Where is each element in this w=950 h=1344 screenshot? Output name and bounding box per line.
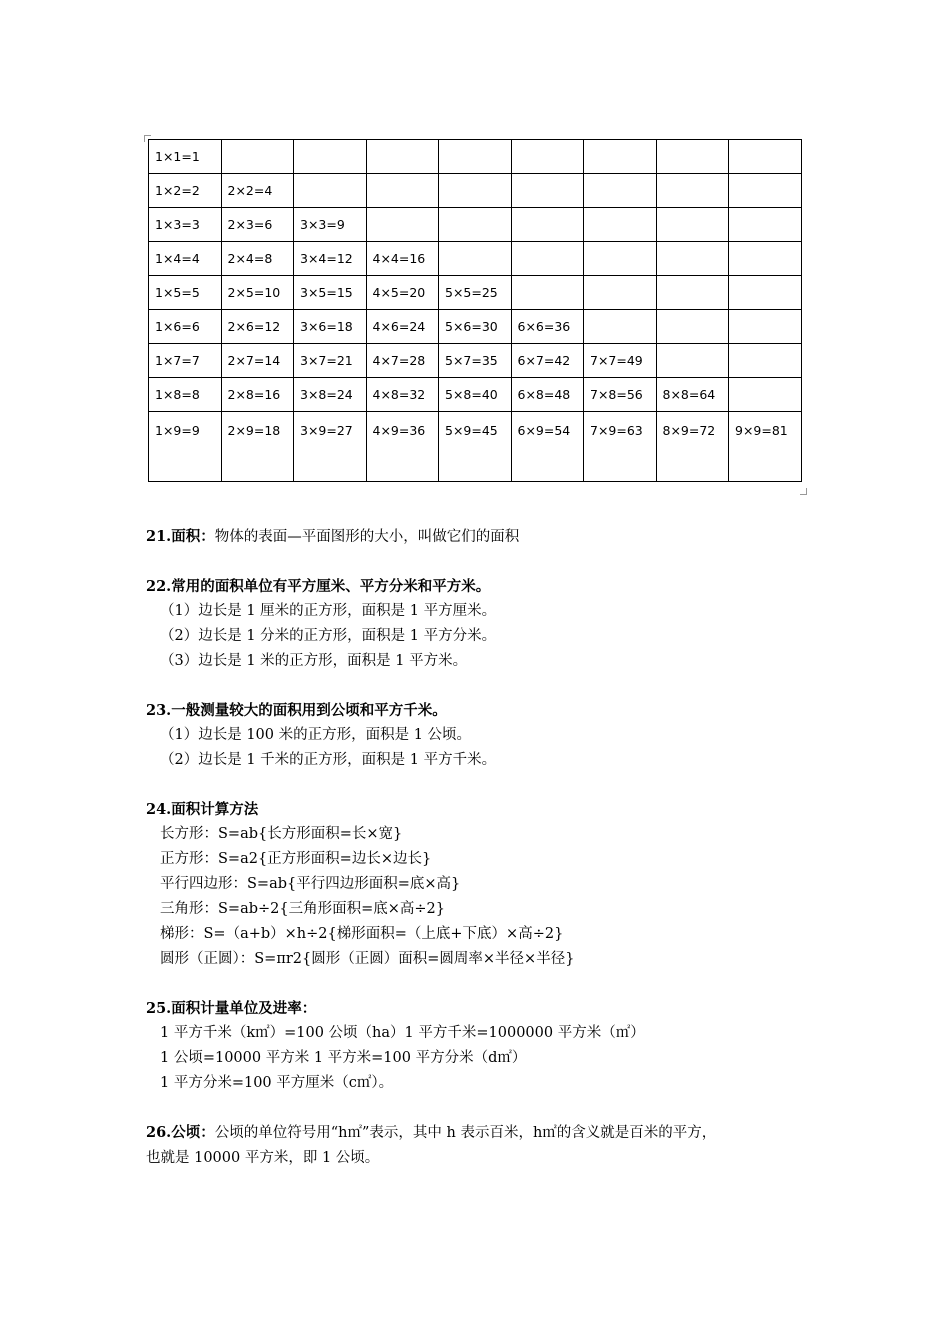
section-22 xyxy=(146,574,811,674)
section-heading: 23.一般测量较大的面积用到公顷和平方千米。 xyxy=(146,702,447,719)
table-cell xyxy=(729,174,802,208)
section-line: 1 平方分米=100 平方厘米（c㎡）。 xyxy=(160,1075,394,1091)
table-cell xyxy=(729,208,802,242)
table-cell: 1×2=2 xyxy=(149,174,222,208)
table-cell: 8×8=64 xyxy=(656,378,729,412)
section-line: （2）边长是 1 分米的正方形，面积是 1 平方分米。 xyxy=(160,628,497,644)
table-cell: 6×7=42 xyxy=(511,344,584,378)
section-heading: 26.公顷： xyxy=(146,1124,215,1141)
section-heading: 25.面积计量单位及进率： xyxy=(146,1000,317,1017)
table-cell: 4×4=16 xyxy=(366,242,439,276)
table-cell: 5×7=35 xyxy=(439,344,512,378)
section-line: （1）边长是 100 米的正方形，面积是 1 公顷。 xyxy=(160,727,472,743)
section-line: 1 公顷=10000 平方米 1 平方米=100 平方分米（d㎡） xyxy=(160,1050,527,1066)
table-cell: 8×9=72 xyxy=(656,412,729,482)
table-cell xyxy=(729,242,802,276)
section-line: （3）边长是 1 米的正方形，面积是 1 平方米。 xyxy=(160,653,468,669)
section-text: 物体的表面—平面图形的大小，叫做它们的面积 xyxy=(214,529,520,545)
table-cell: 3×6=18 xyxy=(294,310,367,344)
table-cell: 3×4=12 xyxy=(294,242,367,276)
table-cell xyxy=(729,344,802,378)
table-cell xyxy=(511,208,584,242)
table-row xyxy=(149,208,802,242)
table-cell: 6×6=36 xyxy=(511,310,584,344)
section-24 xyxy=(146,797,811,972)
table-cell: 6×9=54 xyxy=(511,412,584,482)
table-cell: 7×7=49 xyxy=(584,344,657,378)
section-line: 三角形：S=ab÷2{三角形面积=底×高÷2} xyxy=(160,901,446,917)
section-text: 公顷的单位符号用“h㎡”表示，其中 h 表示百米，h㎡的含义就是百米的平方， xyxy=(214,1125,717,1141)
table-cell xyxy=(656,242,729,276)
table-row xyxy=(149,344,802,378)
table-cell xyxy=(656,310,729,344)
table-cell: 3×8=24 xyxy=(294,378,367,412)
table-cell xyxy=(511,140,584,174)
table-cell xyxy=(511,276,584,310)
table-cell: 5×8=40 xyxy=(439,378,512,412)
table-row xyxy=(149,310,802,344)
document-body xyxy=(146,524,811,1195)
section-heading: 21.面积： xyxy=(146,528,215,545)
section-line: 圆形（正圆）：S=πr2{圆形（正圆）面积=圆周率×半径×半径} xyxy=(160,951,575,967)
table-cell: 5×9=45 xyxy=(439,412,512,482)
table-cell xyxy=(366,140,439,174)
table-cell: 2×6=12 xyxy=(221,310,294,344)
table-cell xyxy=(294,174,367,208)
table-cell xyxy=(656,140,729,174)
table-cell: 3×3=9 xyxy=(294,208,367,242)
table-cell: 6×8=48 xyxy=(511,378,584,412)
table-cell: 4×9=36 xyxy=(366,412,439,482)
table-cell: 3×9=27 xyxy=(294,412,367,482)
table-cell xyxy=(729,378,802,412)
table-cell xyxy=(584,140,657,174)
table-cell: 2×9=18 xyxy=(221,412,294,482)
section-line: 平行四边形：S=ab{平行四边形面积=底×高} xyxy=(160,876,461,892)
table-row xyxy=(149,174,802,208)
section-line: 1 平方千米（k㎡）=100 公顷（ha）1 平方千米=1000000 平方米（㎡） xyxy=(160,1025,645,1041)
section-25 xyxy=(146,996,811,1096)
table-cell xyxy=(294,140,367,174)
table-cell: 1×3=3 xyxy=(149,208,222,242)
section-21 xyxy=(146,524,811,550)
table-cell xyxy=(439,208,512,242)
table-cell xyxy=(584,310,657,344)
table-cell xyxy=(584,174,657,208)
table-cell: 7×8=56 xyxy=(584,378,657,412)
table-cell: 3×5=15 xyxy=(294,276,367,310)
table-cell xyxy=(729,310,802,344)
corner-mark xyxy=(800,488,807,495)
table-cell: 1×4=4 xyxy=(149,242,222,276)
table-cell: 7×9=63 xyxy=(584,412,657,482)
section-line: 长方形：S=ab{长方形面积=长×宽} xyxy=(160,826,403,842)
table-cell xyxy=(511,174,584,208)
table-cell: 5×5=25 xyxy=(439,276,512,310)
table-cell xyxy=(584,242,657,276)
table-cell: 4×8=32 xyxy=(366,378,439,412)
table-row xyxy=(149,412,802,482)
table-cell xyxy=(366,174,439,208)
table-cell xyxy=(366,208,439,242)
multiplication-table xyxy=(148,139,802,482)
table-cell: 9×9=81 xyxy=(729,412,802,482)
table-cell xyxy=(439,140,512,174)
table-cell: 2×7=14 xyxy=(221,344,294,378)
table-cell: 2×8=16 xyxy=(221,378,294,412)
table-cell: 4×5=20 xyxy=(366,276,439,310)
table-cell xyxy=(584,208,657,242)
table-cell xyxy=(656,276,729,310)
table-cell xyxy=(656,208,729,242)
table-cell: 5×6=30 xyxy=(439,310,512,344)
table-row xyxy=(149,378,802,412)
table-cell: 2×3=6 xyxy=(221,208,294,242)
section-text: 也就是 10000 平方米，即 1 公顷。 xyxy=(146,1150,380,1166)
table-cell: 1×1=1 xyxy=(149,140,222,174)
section-26 xyxy=(146,1120,811,1171)
section-line: （2）边长是 1 千米的正方形，面积是 1 平方千米。 xyxy=(160,752,497,768)
table-cell: 1×9=9 xyxy=(149,412,222,482)
table-cell: 2×4=8 xyxy=(221,242,294,276)
section-line: 梯形：S=（a+b）×h÷2{梯形面积=（上底+下底）×高÷2} xyxy=(160,926,564,942)
table-cell: 3×7=21 xyxy=(294,344,367,378)
table-cell xyxy=(511,242,584,276)
table-cell xyxy=(439,174,512,208)
table-row xyxy=(149,276,802,310)
section-heading: 24.面积计算方法 xyxy=(146,801,259,818)
table-cell xyxy=(656,344,729,378)
table-cell: 1×6=6 xyxy=(149,310,222,344)
table-cell: 2×2=4 xyxy=(221,174,294,208)
table-cell: 4×7=28 xyxy=(366,344,439,378)
table-row xyxy=(149,140,802,174)
table-cell xyxy=(729,276,802,310)
table-cell: 2×5=10 xyxy=(221,276,294,310)
table-cell xyxy=(656,174,729,208)
table-cell: 1×8=8 xyxy=(149,378,222,412)
section-23 xyxy=(146,698,811,773)
section-heading: 22.常用的面积单位有平方厘米、平方分米和平方米。 xyxy=(146,578,491,595)
table-cell: 1×7=7 xyxy=(149,344,222,378)
table-cell xyxy=(729,140,802,174)
table-cell xyxy=(439,242,512,276)
table-cell xyxy=(584,276,657,310)
section-line: 正方形：S=a2{正方形面积=边长×边长} xyxy=(160,851,432,867)
section-line: （1）边长是 1 厘米的正方形，面积是 1 平方厘米。 xyxy=(160,603,497,619)
table-cell xyxy=(221,140,294,174)
table-cell: 1×5=5 xyxy=(149,276,222,310)
table-cell: 4×6=24 xyxy=(366,310,439,344)
table-row xyxy=(149,242,802,276)
